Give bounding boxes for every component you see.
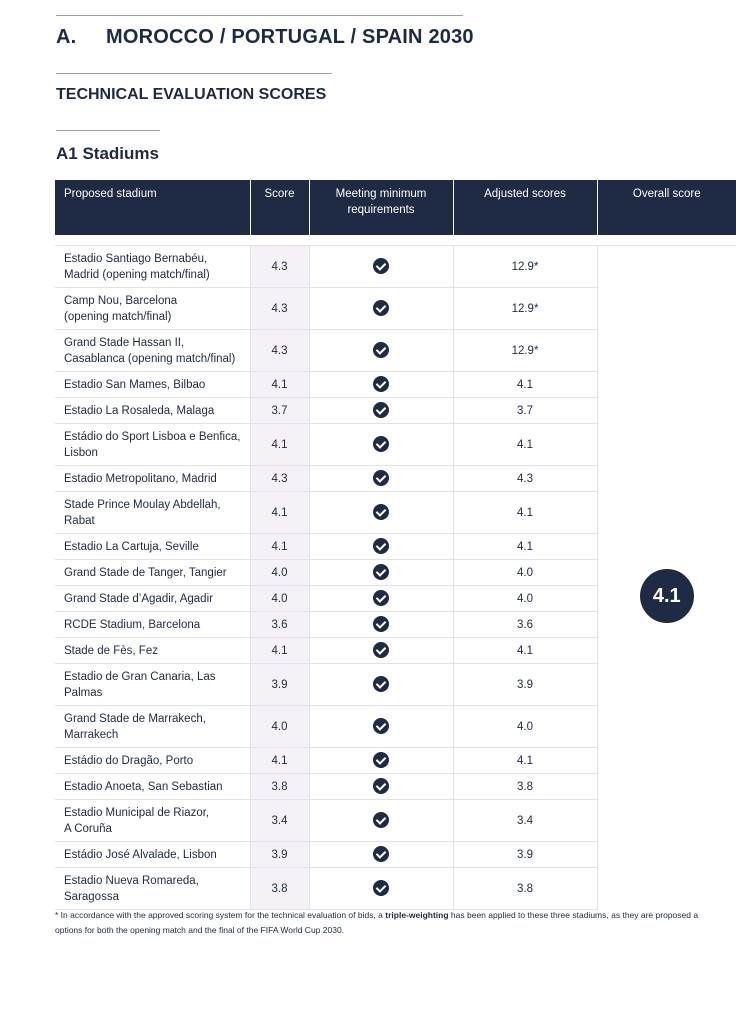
score-cell: 4.1 <box>250 372 309 398</box>
stadium-name-line2: (opening match/final) <box>64 310 172 323</box>
adjusted-score-cell: 4.0 <box>453 706 597 748</box>
stadium-name-line2: Madrid (opening match/final) <box>64 268 210 281</box>
requirements-met-cell <box>309 288 453 330</box>
stadium-name-cell <box>55 492 250 534</box>
stadium-name-line1: Camp Nou, Barcelona <box>64 294 178 307</box>
requirements-met-cell <box>309 638 453 664</box>
requirements-met-cell <box>309 706 453 748</box>
stadium-name-line1: Estadio Nueva Romareda, <box>64 874 199 887</box>
stadium-name-cell <box>55 466 250 492</box>
check-circle-icon <box>373 718 389 734</box>
stadium-name-line2: Marrakech <box>64 728 119 741</box>
stadium-name-cell <box>55 706 250 748</box>
score-cell: 4.1 <box>250 748 309 774</box>
adjusted-score-cell: 4.1 <box>453 748 597 774</box>
score-cell: 4.1 <box>250 534 309 560</box>
requirements-met-cell <box>309 398 453 424</box>
score-cell: 4.0 <box>250 586 309 612</box>
requirements-met-cell <box>309 586 453 612</box>
stadium-name-cell <box>55 842 250 868</box>
requirements-met-cell <box>309 492 453 534</box>
stadium-name-line1: Estadio La Cartuja, Seville <box>64 540 199 553</box>
stadium-name-line2: Rabat <box>64 514 95 527</box>
score-cell: 3.7 <box>250 398 309 424</box>
check-circle-icon <box>373 846 389 862</box>
stadium-name-cell <box>55 288 250 330</box>
check-circle-icon <box>373 300 389 316</box>
header-proposed-stadium: Proposed stadium <box>55 180 250 235</box>
stadium-name-line1: Stade de Fès, Fez <box>64 644 158 657</box>
requirements-met-cell <box>309 246 453 288</box>
score-cell: 4.1 <box>250 638 309 664</box>
stadium-name-cell <box>55 398 250 424</box>
stadium-name-line1: Stade Prince Moulay Abdellah, <box>64 498 221 511</box>
adjusted-score-cell: 3.6 <box>453 612 597 638</box>
header-meeting-line2: requirements <box>347 204 415 216</box>
stadium-name-line1: Grand Stade d’Agadir, Agadir <box>64 592 213 605</box>
check-circle-icon <box>373 504 389 520</box>
stadium-name-cell <box>55 612 250 638</box>
stadium-name-line1: Estadio Anoeta, San Sebastian <box>64 780 223 793</box>
stadium-name-cell <box>55 748 250 774</box>
requirements-met-cell <box>309 842 453 868</box>
score-cell: 3.6 <box>250 612 309 638</box>
adjusted-score-cell: 3.9 <box>453 664 597 706</box>
score-cell: 4.3 <box>250 466 309 492</box>
check-circle-icon <box>373 676 389 692</box>
stadium-name-line1: Estádio do Dragão, Porto <box>64 754 194 767</box>
score-cell: 3.8 <box>250 868 309 910</box>
stadium-name-line1: Grand Stade Hassan II, <box>64 336 185 349</box>
check-circle-icon <box>373 470 389 486</box>
adjusted-score-cell: 12.9* <box>453 288 597 330</box>
check-circle-icon <box>373 258 389 274</box>
adjusted-score-cell: 3.9 <box>453 842 597 868</box>
adjusted-score-cell: 3.4 <box>453 800 597 842</box>
stadium-name-cell <box>55 868 250 910</box>
stadium-name-line2: A Coruña <box>64 822 112 835</box>
score-cell: 3.9 <box>250 664 309 706</box>
adjusted-score-cell: 3.8 <box>453 774 597 800</box>
adjusted-score-cell: 12.9* <box>453 330 597 372</box>
stadium-name-cell <box>55 534 250 560</box>
requirements-met-cell <box>309 664 453 706</box>
section-heading <box>56 26 474 49</box>
stadium-name-line1: Grand Stade de Marrakech, <box>64 712 206 725</box>
check-circle-icon <box>373 436 389 452</box>
stadium-name-line1: Estadio Municipal de Riazor, <box>64 806 210 819</box>
adjusted-score-cell: 4.0 <box>453 586 597 612</box>
requirements-met-cell <box>309 466 453 492</box>
requirements-met-cell <box>309 330 453 372</box>
adjusted-score-cell: 4.1 <box>453 534 597 560</box>
adjusted-score-cell: 3.8 <box>453 868 597 910</box>
score-cell: 3.9 <box>250 842 309 868</box>
overall-score-badge: 4.1 <box>640 569 694 623</box>
footnote-text-start: * In accordance with the approved scoring system for the technical evaluation of bids, a <box>55 910 386 920</box>
check-circle-icon <box>373 538 389 554</box>
check-circle-icon <box>373 616 389 632</box>
check-circle-icon <box>373 376 389 392</box>
stadium-name-cell <box>55 664 250 706</box>
requirements-met-cell <box>309 748 453 774</box>
stadium-name-line1: Estadio de Gran Canaria, Las <box>64 670 216 683</box>
footnote-bold: triple-weighting <box>385 910 449 920</box>
table-body <box>55 235 736 910</box>
check-circle-icon <box>373 642 389 658</box>
section-letter: A. <box>56 26 77 48</box>
stadium-name-line1: Estadio Santiago Bernabéu, <box>64 252 208 265</box>
header-meeting-line1: Meeting minimum <box>335 188 427 200</box>
requirements-met-cell <box>309 424 453 466</box>
stadium-name-cell <box>55 774 250 800</box>
adjusted-score-cell: 3.7 <box>453 398 597 424</box>
requirements-met-cell <box>309 800 453 842</box>
overall-score-cell <box>597 246 736 910</box>
section-title: MOROCCO / PORTUGAL / SPAIN 2030 <box>106 26 474 48</box>
stadium-name-line2: Palmas <box>64 686 103 699</box>
check-circle-icon <box>373 778 389 794</box>
score-cell: 4.0 <box>250 706 309 748</box>
score-cell: 4.0 <box>250 560 309 586</box>
check-circle-icon <box>373 812 389 828</box>
stadium-name-line1: Estádio José Alvalade, Lisbon <box>64 848 217 861</box>
header-score: Score <box>250 180 309 235</box>
footnote <box>55 908 736 938</box>
stadium-name-line1: Estádio do Sport Lisboa e Benfica, <box>64 430 241 443</box>
stadium-name-cell <box>55 330 250 372</box>
header-adjusted-scores: Adjusted scores <box>453 180 597 235</box>
stadium-name-line2: Casablanca (opening match/final) <box>64 352 236 365</box>
stadium-name-line1: Grand Stade de Tanger, Tangier <box>64 566 227 579</box>
stadium-scores-table <box>55 180 736 910</box>
stadium-name-line2: Lisbon <box>64 446 98 459</box>
check-circle-icon <box>373 880 389 896</box>
stadium-name-cell <box>55 638 250 664</box>
requirements-met-cell <box>309 612 453 638</box>
adjusted-score-cell: 4.1 <box>453 638 597 664</box>
stadium-name-line2: Saragossa <box>64 890 119 903</box>
check-circle-icon <box>373 564 389 580</box>
score-cell: 4.3 <box>250 330 309 372</box>
requirements-met-cell <box>309 534 453 560</box>
score-cell: 4.1 <box>250 424 309 466</box>
requirements-met-cell <box>309 774 453 800</box>
score-cell: 4.1 <box>250 492 309 534</box>
check-circle-icon <box>373 590 389 606</box>
score-cell: 4.3 <box>250 246 309 288</box>
subsection-rule <box>56 130 160 131</box>
stadium-name-cell <box>55 800 250 842</box>
stadium-name-cell <box>55 372 250 398</box>
adjusted-score-cell: 4.1 <box>453 372 597 398</box>
stadium-name-line1: Estadio San Mames, Bilbao <box>64 378 206 391</box>
footnote-line2: options for both the opening match and the final of the FIFA World Cup 2030. <box>55 925 345 935</box>
header-meeting-minimum-requirements <box>309 180 453 235</box>
requirements-met-cell <box>309 372 453 398</box>
stadium-name-cell <box>55 246 250 288</box>
score-cell: 4.3 <box>250 288 309 330</box>
check-circle-icon <box>373 752 389 768</box>
stadium-name-cell <box>55 560 250 586</box>
adjusted-score-cell: 4.1 <box>453 492 597 534</box>
footnote-text-end: has been applied to these three stadiums, as they are proposed a <box>448 910 699 920</box>
score-cell: 3.4 <box>250 800 309 842</box>
stadium-name-line1: Estadio Metropolitano, Madrid <box>64 472 217 485</box>
stadium-name-cell <box>55 424 250 466</box>
requirements-met-cell <box>309 560 453 586</box>
header-overall-score: Overall score <box>597 180 736 235</box>
adjusted-score-cell: 12.9* <box>453 246 597 288</box>
adjusted-score-cell: 4.0 <box>453 560 597 586</box>
subsection-heading: A1 Stadiums <box>56 144 159 163</box>
adjusted-score-cell: 4.3 <box>453 466 597 492</box>
top-rule <box>56 15 463 16</box>
requirements-met-cell <box>309 868 453 910</box>
score-cell: 3.8 <box>250 774 309 800</box>
subtitle-rule <box>56 73 332 74</box>
check-circle-icon <box>373 342 389 358</box>
stadium-name-line1: RCDE Stadium, Barcelona <box>64 618 201 631</box>
check-circle-icon <box>373 402 389 418</box>
subtitle-heading: TECHNICAL EVALUATION SCORES <box>56 86 327 103</box>
stadium-name-cell <box>55 586 250 612</box>
table-header-row <box>55 180 736 235</box>
table-row <box>55 246 736 288</box>
adjusted-score-cell: 4.1 <box>453 424 597 466</box>
stadium-name-line1: Estadio La Rosaleda, Malaga <box>64 404 215 417</box>
